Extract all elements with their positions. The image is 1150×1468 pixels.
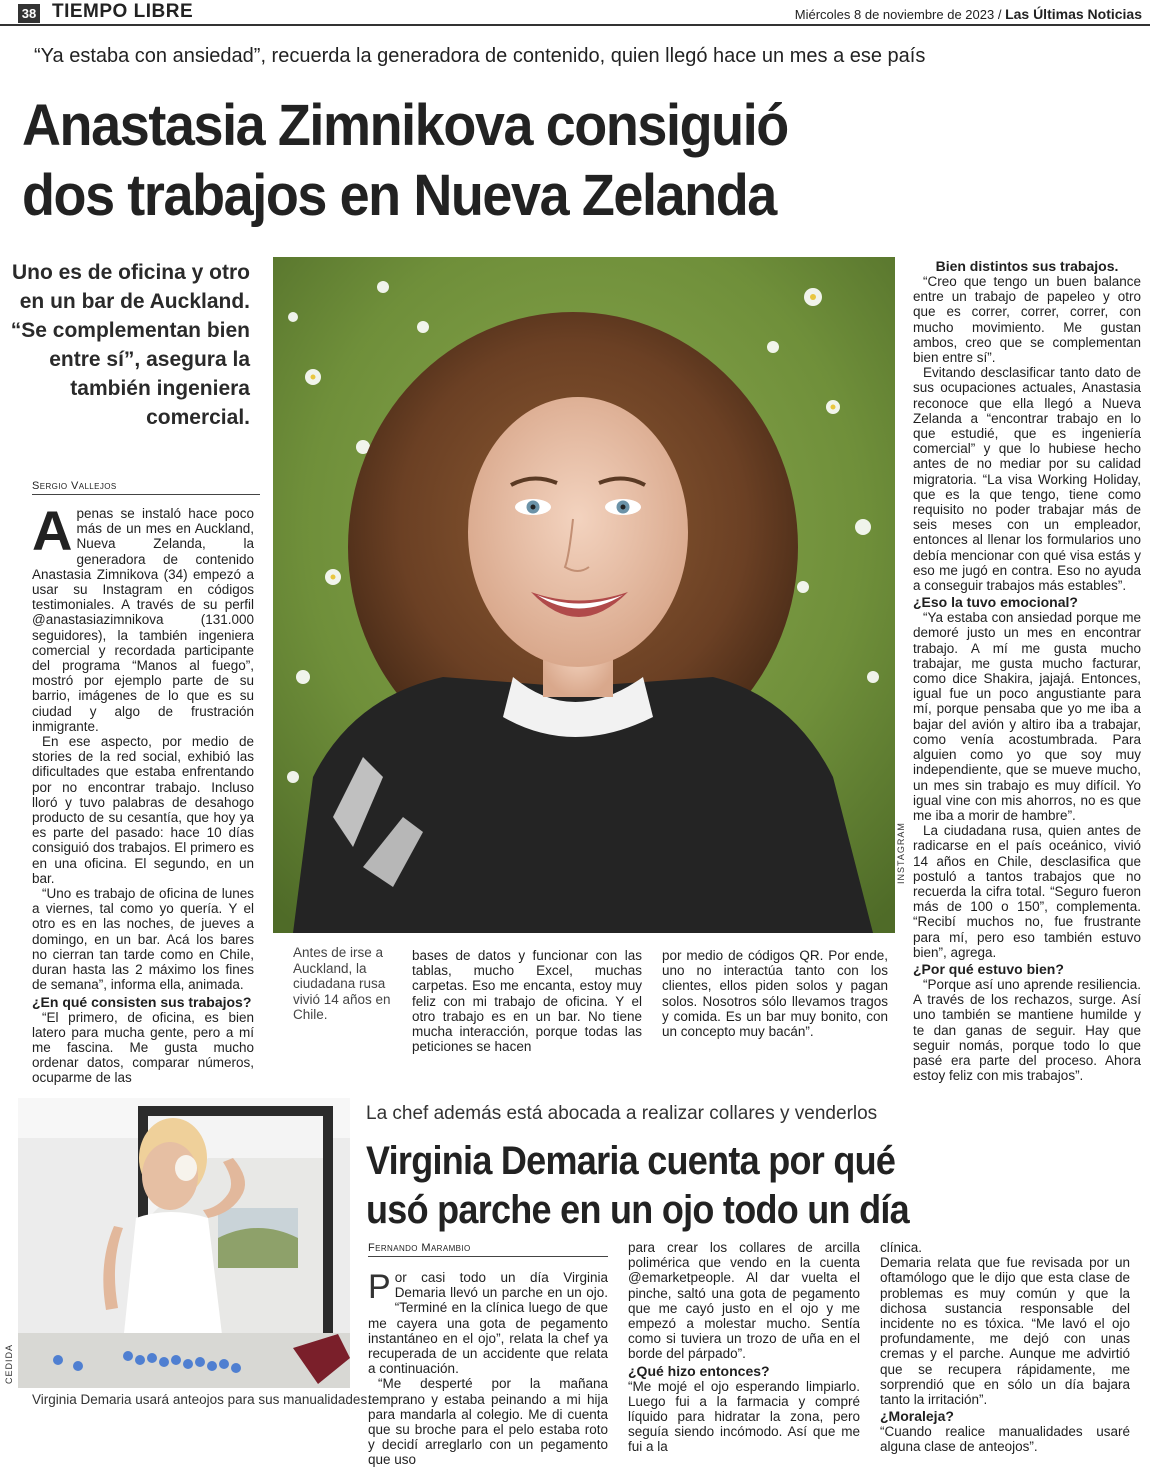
story2-column-1 xyxy=(368,1270,608,1468)
story1-col1-p2: En ese aspecto, por medio de stories de la red social, exhibió las dificultades que estaba enfrentando por no encontrar trabajo. Incluso lloró y tuvo palabras de desahogo producto de su cesantía, que hoy ya es parte del pasado: hace 10 días consiguió dos trabajos. El primero es en una oficina. El segundo, en un bar. xyxy=(32,734,254,886)
story2-byline: Fernando Marambio xyxy=(368,1242,608,1257)
story1-col3-p4: La ciudadana rusa, quien antes de radicarse en el país oceánico, vivió 14 años en Chile, desclasifica que postuló a tantos trabajos que no recuerda la cifra total. “Seguro fueron más de 100 o 150”, complementa. “Recibí muchos no, fue frustrante para mí, pero eso también estuvo bien”, agrega. xyxy=(913,823,1141,960)
story1-headline-line2: dos trabajos en Nueva Zelanda xyxy=(22,163,776,228)
story2-column-3 xyxy=(880,1240,1130,1455)
story2-headline-line2: usó parche en un ojo todo un día xyxy=(366,1188,909,1232)
story2-photo-credit: CEDIDA xyxy=(4,1343,14,1384)
story1-question-1: ¿En qué consisten sus trabajos? xyxy=(32,993,252,1010)
story1-photo-caption: Antes de irse a Auckland, la ciudadana rusa vivió 14 años en Chile. xyxy=(293,945,391,1022)
story2-question-1: ¿Qué hizo entonces? xyxy=(628,1362,770,1379)
portrait-photo xyxy=(273,257,895,933)
story2-col1-p1-text: or casi todo un día Virginia Demaria llevó un parche en un ojo. “Terminé en la clínica luego de que me cayera una gota de pegamento instantáneo en el ojo”, relata la chef ya recuperada de un accidente que relata a continuación. xyxy=(368,1270,608,1377)
issue-date: Miércoles 8 de noviembre de 2023 xyxy=(794,7,995,22)
story1-photo-credit: INSTAGRAM xyxy=(896,822,906,884)
dropcap: A xyxy=(32,499,73,562)
story1-col3-p3: “Ya estaba con ansiedad porque me demoré justo un mes en encontrar trabajo. A mí me gusta mucho trabajar, me gusta mucho facturar, como dice Shakira, jajajá. Entonces, igual fue un poco angustiante para mí, porque pensaba que yo me iba a bajar del avión y altiro iba a trabajar, como venía acostumbrada. Para alguien como yo que soy muy independiente, que se mueve mucho, un mes sin trabajo es muy difícil. Yo igual vine con mis ahorros, no es que me iba a morir de hambre”. xyxy=(913,610,1141,823)
story2-col3-p1: clínica. xyxy=(880,1240,923,1255)
story1-byline: Sergio Vallejos xyxy=(32,480,260,495)
page-number: 38 xyxy=(18,4,40,23)
story1-col1-p3: “Uno es trabajo de oficina de lunes a viernes, tal como yo quería. Y el otro es en las noches, de jueves a domingo, en un bar. Acá los bares no cierran tan tarde como en Chile, duran hasta las 2 máximo los fines de semana”, informa ella, animada. xyxy=(32,886,254,993)
story1-col2b-text: por medio de códigos QR. Por ende, uno no interactúa tanto con los clientes, ellos piden solos y pagan solos. Nosotros sólo llevamos tragos y comida. Es un bar muy bonito, con un concepto muy bacán”. xyxy=(662,948,888,1040)
issue-info xyxy=(795,6,1142,22)
story2-headline xyxy=(366,1137,996,1235)
story1-col3-p5: “Porque así uno aprende resiliencia. A través de los rechazos, surge. Así uno también se mantiene humilde y te dan ganas de seguir. Hay que seguir nomás, porque todo lo que pasé era parte del proceso. Ahora estoy feliz con mis trabajos”. xyxy=(913,976,1141,1084)
story2-kicker: La chef además está abocada a realizar collares y venderlos xyxy=(366,1103,878,1124)
issue-separator: / xyxy=(994,7,1006,22)
story1-column-2b xyxy=(662,948,888,1039)
story1-headline-line1: Anastasia Zimnikova consiguió xyxy=(22,93,788,158)
chef-photo xyxy=(18,1098,350,1388)
story2-question-2: ¿Moraleja? xyxy=(880,1408,954,1425)
story2-col2-p1: para crear los collares de arcilla polimérica que vendo en la cuenta @emarketpeople. Al dar vuelta el pinche, saltó una gota de pegamento que me cayó justo en el ojo y me empezó a molestar mucho. Sentía como si tuviera un trozo de uña en el borde del párpado”. xyxy=(628,1240,860,1362)
story1-col3-p2: Evitando desclasificar tanto dato de sus ocupaciones actuales, Anastasia reconoce que ella llegó a Nueva Zelanda a “encontrar trabajo en lo que estudié, que es ingeniería comercial” y que lo hubiese hecho antes de no mediar por su calidad migratoria. “La visa Working Holiday, que es la que tengo, tiene como requisito no poder trabajar más de seis meses con un empleador, entonces al llenar los formularios uno debía mencionar con qué visa estás y eso me jugó en contra. Eso no ayuda a conseguir trabajos más estables”. xyxy=(913,365,1141,594)
story1-col3-p1: “Creo que tengo un buen balance entre un trabajo de papeleo y otro que es correr, correr, correr, con mucho movimiento. Me gustan ambos, creo que se complementan bien entre sí”. xyxy=(913,274,1141,366)
story1-question-3: ¿Por qué estuvo bien? xyxy=(913,960,1064,977)
newspaper-name: Las Últimas Noticias xyxy=(1005,6,1142,22)
story2-col3-p3: “Cuando realice manualidades usaré alguna clase de anteojos”. xyxy=(880,1424,1130,1455)
chef-illustration xyxy=(18,1098,350,1388)
story1-deck: Uno es de oficina y otro en un bar de Auckland. “Se complementan bien entre sí”, asegura la también ingeniera comercial. xyxy=(10,261,250,429)
story1-column-3 xyxy=(913,258,1141,1083)
story2-col3-p2: Demaria relata que fue revisada por un oftamólogo que le dijo que esta clase de problemas es muy común y que la dichosa sustancia responsable del incidente no es tóxica. “Me lavó el ojo profundamente, me dejó con unas cremas y el parche. Aunque me advirtió que se recupera rápidamente, me sorprendió que en sólo un día bajara tanto la irritación”. xyxy=(880,1255,1130,1408)
story2-col1-p1 xyxy=(368,1270,608,1376)
portrait-illustration xyxy=(273,257,895,933)
story1-subhead: Bien distintos sus trabajos. xyxy=(935,258,1119,274)
section-title: TIEMPO LIBRE xyxy=(52,1,194,22)
story2-photo-caption: Virginia Demaria usará anteojos para sus manualidades. xyxy=(32,1392,371,1407)
story1-column-2a xyxy=(412,948,642,1054)
page-header xyxy=(0,0,1150,26)
dropcap: P xyxy=(368,1268,391,1306)
story1-col2a-text: bases de datos y funcionar con las tablas, mucho Excel, muchas carpetas. Eso me encanta, estoy muy feliz con mi trabajo de oficina. Y el otro trabajo es en un bar. No tiene mucha interacción, porque todas las peticiones se hacen xyxy=(412,948,642,1055)
story2-headline-line1: Virginia Demaria cuenta por qué xyxy=(366,1139,896,1183)
story1-col1-p4: “El primero, de oficina, es bien latero para mucha gente, pero a mí me fascina. Me gusta mucho ordenar datos, comparar números, ocuparme de las xyxy=(32,1009,254,1086)
story1-col1-p1-text: penas se instaló hace poco más de un mes en Auckland, Nueva Zelanda, la generadora de contenido Anastasia Zimnikova (34) empezó a usar su Instagram en códigos testimoniales. A través de su perfil @anastasiazimnikova (131.000 seguidores), la también ingeniera comercial y recordada participante del programa “Manos al fuego”, mostró por ejemplo parte de su barrio, imágenes de lo que es su ciudad y algo de frustración inmigrante. xyxy=(32,506,254,734)
story1-kicker: “Ya estaba con ansiedad”, recuerda la generadora de contenido, quien llegó hace un mes a ese país xyxy=(34,45,926,67)
story1-headline xyxy=(22,91,859,231)
story1-col1-p1 xyxy=(32,499,254,734)
story2-col2-p2: “Me mojé el ojo esperando limpiarlo. Luego fui a la farmacia y compré líquido para hidratar la zona, pero seguía siendo incómodo. Así que me fui a la xyxy=(628,1378,860,1455)
story2-col1-p2: “Me desperté por la mañana temprano y estaba peinando a mi hija para mandarla al colegio. Me di cuenta que su broche para el pelo estaba roto y decidí arreglarlo con un pegamento que uso xyxy=(368,1376,608,1468)
story1-column-1 xyxy=(32,499,254,1086)
story1-question-2: ¿Eso la tuvo emocional? xyxy=(913,594,1078,611)
story2-column-2 xyxy=(628,1240,860,1455)
